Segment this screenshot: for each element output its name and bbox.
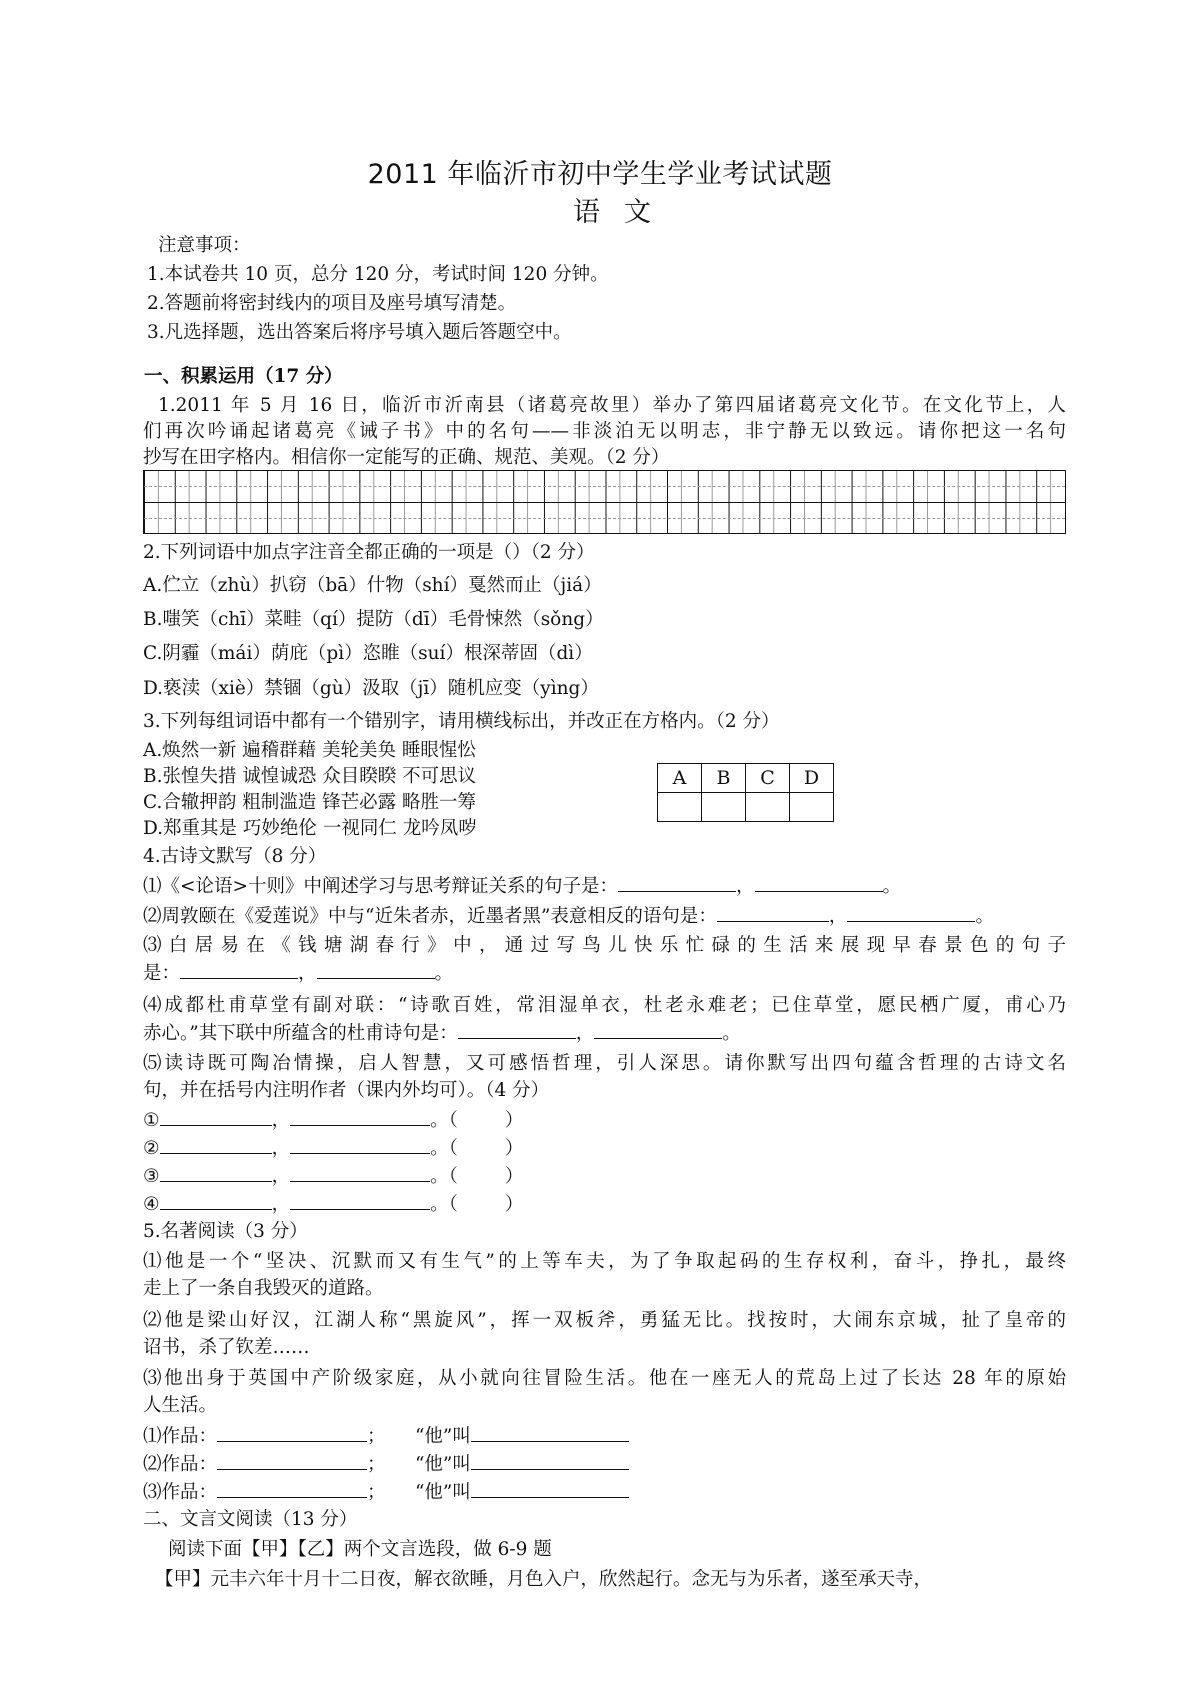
q5-answer-row: [143, 1451, 629, 1478]
q4-part1-text: ⑴《<论语>十则》中阐述学习与思考辩证关系的句子是：: [143, 876, 619, 897]
q4-part5-text: 句，并在括号内注明作者（课内外均可）。（4 分）: [143, 1080, 550, 1101]
q2-option-b: B.嗤笑（chī）菜畦（qí）提防（dī）毛骨悚然（sǒng）: [143, 609, 604, 630]
work-label: ⑴作品：: [143, 1426, 218, 1447]
notice-item: 1.本试卷共 10 页，总分 120 分，考试时间 120 分钟。: [147, 264, 609, 285]
q1-text: 1.2011 年 5 月 16 日，临沂市沂南县（诸葛亮故里）举办了第四届诸葛亮文化节。在文化节上，人: [158, 395, 1066, 416]
q4-part4-lead: 赤心。”其下联中所蕴含的杜甫诗句是：: [143, 1023, 458, 1044]
q3-table-header: A: [658, 764, 702, 793]
item-number: ②: [143, 1138, 160, 1159]
q5-answer-row: [143, 1479, 629, 1506]
q4-part3-text: ⑶白居易在《钱塘湖春行》中，通过写鸟儿快乐忙碌的生活来展现早春景色的句子: [143, 935, 1066, 956]
q5-part3-text: ⑶他出身于英国中产阶级家庭，从小就向往冒险生活。他在一座无人的荒岛上过了长达 28 年的原始: [143, 1368, 1066, 1389]
comma: ，: [736, 876, 755, 897]
q3-answer-table: [657, 763, 834, 822]
author-parens[interactable]: （ ）: [448, 1194, 524, 1215]
q4-part2: [143, 903, 994, 930]
he-label: “他”叫: [414, 1482, 471, 1503]
q2-stem: 2.下列词语中加点字注音全都正确的一项是（）（2 分）: [143, 542, 595, 563]
q4-part5-answer-row: [143, 1135, 523, 1162]
answer-blank[interactable]: [471, 1423, 629, 1442]
period: 。: [975, 906, 994, 927]
he-label: “他”叫: [414, 1426, 471, 1447]
subject-title: 语文: [573, 197, 675, 228]
answer-blank[interactable]: [160, 1135, 272, 1154]
q5-stem: 5.名著阅读（3 分）: [143, 1221, 308, 1242]
item-number: ①: [143, 1110, 160, 1131]
answer-blank[interactable]: [160, 1191, 272, 1210]
author-parens[interactable]: （ ）: [448, 1166, 524, 1187]
q3-answer-cell[interactable]: [702, 793, 746, 822]
answer-blank[interactable]: [618, 873, 736, 892]
work-label: ⑶作品：: [143, 1482, 218, 1503]
item-number: ④: [143, 1194, 160, 1215]
notice-label: 注意事项：: [158, 235, 251, 256]
answer-blank[interactable]: [217, 1423, 367, 1442]
q2-option-c: C.阴霾（mái）荫庇（pì）恣睢（suí）根深蒂固（dì）: [143, 643, 593, 664]
answer-blank[interactable]: [717, 903, 829, 922]
q3-option-a: A.焕然一新 遍稽群藉 美轮美奂 睡眼惺忪: [143, 740, 476, 761]
q5-part1-text: 走上了一条自我毁灭的道路。: [143, 1278, 384, 1299]
q3-table-header: D: [790, 764, 834, 793]
q2-option-d: D.亵渎（xiè）禁锢（gù）汲取（jī）随机应变（yìng）: [143, 678, 599, 699]
q4-part5-answer-row: [143, 1191, 523, 1218]
answer-blank[interactable]: [180, 960, 298, 979]
q3-stem: 3.下列每组词语中都有一个错别字，请用横线标出，并改正在方格内。（2 分）: [143, 711, 780, 732]
period: 。: [434, 963, 454, 984]
period: 。: [722, 1023, 741, 1044]
q3-answer-cell[interactable]: [658, 793, 702, 822]
period: 。: [430, 1166, 449, 1187]
q2-option-a: A.伫立（zhù）扒窃（bā）什物（shí）戛然而止（jiá）: [143, 575, 602, 596]
q4-part3-lead: 是：: [143, 963, 181, 984]
q5-part3-text: 人生活。: [143, 1395, 218, 1416]
q4-part3-answer: [143, 960, 453, 987]
q3-table-header: B: [702, 764, 746, 793]
answer-blank[interactable]: [594, 1020, 722, 1039]
semicolon: ；: [367, 1426, 386, 1447]
q4-part5-answer-row: [143, 1107, 523, 1134]
q3-option-d: D.郑重其是 巧妙绝伦 一视同仁 龙吟凤哕: [143, 818, 477, 839]
period: 。: [430, 1110, 449, 1131]
answer-blank[interactable]: [290, 1107, 430, 1126]
answer-blank[interactable]: [458, 1020, 576, 1039]
q4-part4-text: ⑷成都杜甫草堂有副对联：“诗歌百姓，常泪湿单衣，杜老永难老；已住草堂，愿民栖广厦，甫心乃: [143, 995, 1066, 1016]
q4-part4-answer: [143, 1020, 741, 1047]
q1-text: 们再次吟诵起诸葛亮《诫子书》中的名句——非淡泊无以明志，非宁静无以致远。请你把这一名句: [143, 421, 1066, 442]
answer-blank[interactable]: [217, 1451, 367, 1470]
answer-blank[interactable]: [290, 1135, 430, 1154]
q5-part2-text: 诏书，杀了钦差……: [143, 1337, 310, 1358]
work-label: ⑵作品：: [143, 1454, 218, 1475]
answer-blank[interactable]: [471, 1479, 629, 1498]
tianzige-writing-grid[interactable]: [143, 470, 1066, 534]
period: 。: [882, 876, 902, 897]
he-label: “他”叫: [414, 1454, 471, 1475]
notice-item: 3.凡选择题，选出答案后将序号填入题后答题空中。: [147, 322, 572, 343]
q4-part2-text: ⑵周敦颐在《爱莲说》中与“近朱者赤，近墨者黑”表意相反的语句是：: [143, 906, 717, 927]
section1-heading: 一、积累运用（17 分）: [144, 366, 343, 387]
q4-part1: [143, 873, 901, 900]
comma: ，: [828, 906, 848, 927]
q3-option-b: B.张惶失措 诚惶诚恐 众目睽睽 不可思议: [143, 766, 477, 787]
answer-blank[interactable]: [755, 873, 883, 892]
comma: ，: [271, 1194, 291, 1215]
passage-jia: 【甲】元丰六年十月十二日夜，解衣欲睡，月色入户，欣然起行。念无与为乐者，遂至承天寺，: [155, 1569, 933, 1590]
q3-table-header: C: [746, 764, 790, 793]
q4-part5-answer-row: [143, 1163, 523, 1190]
semicolon: ；: [367, 1454, 386, 1475]
answer-blank[interactable]: [847, 903, 975, 922]
comma: ，: [271, 1166, 291, 1187]
q5-answer-row: [143, 1423, 629, 1450]
answer-blank[interactable]: [160, 1107, 272, 1126]
q3-answer-cell[interactable]: [746, 793, 790, 822]
period: 。: [430, 1138, 449, 1159]
q3-option-c: C.合辙押韵 粗制滥造 锋芒必露 略胜一筹: [143, 792, 477, 813]
section2-heading: 二、文言文阅读（13 分）: [143, 1509, 358, 1530]
answer-blank[interactable]: [290, 1191, 430, 1210]
comma: ，: [298, 963, 317, 984]
answer-blank[interactable]: [317, 960, 435, 979]
answer-blank[interactable]: [217, 1479, 367, 1498]
answer-blank[interactable]: [160, 1163, 272, 1182]
q1-text: 抄写在田字格内。相信你一定能写的正确、规范、美观。（2 分）: [143, 447, 670, 468]
section2-intro: 阅读下面【甲】【乙】两个文言选段，做 6-9 题: [168, 1539, 552, 1560]
comma: ，: [575, 1023, 595, 1044]
comma: ，: [271, 1110, 291, 1131]
answer-blank[interactable]: [290, 1163, 430, 1182]
semicolon: ；: [367, 1482, 386, 1503]
q4-stem: 4.古诗文默写（8 分）: [143, 846, 327, 867]
notice-item: 2.答题前将密封线内的项目及座号填写清楚。: [147, 293, 517, 314]
answer-blank[interactable]: [471, 1451, 629, 1470]
comma: ，: [271, 1138, 291, 1159]
q3-answer-cell[interactable]: [790, 793, 834, 822]
period: 。: [430, 1194, 449, 1215]
item-number: ③: [143, 1166, 160, 1187]
exam-title: 2011 年临沂市初中学生学业考试试题: [367, 159, 833, 190]
author-parens[interactable]: （ ）: [448, 1110, 524, 1131]
author-parens[interactable]: （ ）: [448, 1138, 524, 1159]
q5-part1-text: ⑴他是一个“坚决、沉默而又有生气”的上等车夫，为了争取起码的生存权利，奋斗，挣扎，最终: [143, 1251, 1066, 1272]
q4-part5-text: ⑸读诗既可陶冶情操，启人智慧，又可感悟哲理，引人深思。请你默写出四句蕴含哲理的古诗文名: [143, 1053, 1066, 1074]
q5-part2-text: ⑵他是梁山好汉，江湖人称“黑旋风”，挥一双板斧，勇猛无比。找按时，大闹东京城，扯了皇帝的: [143, 1310, 1066, 1331]
